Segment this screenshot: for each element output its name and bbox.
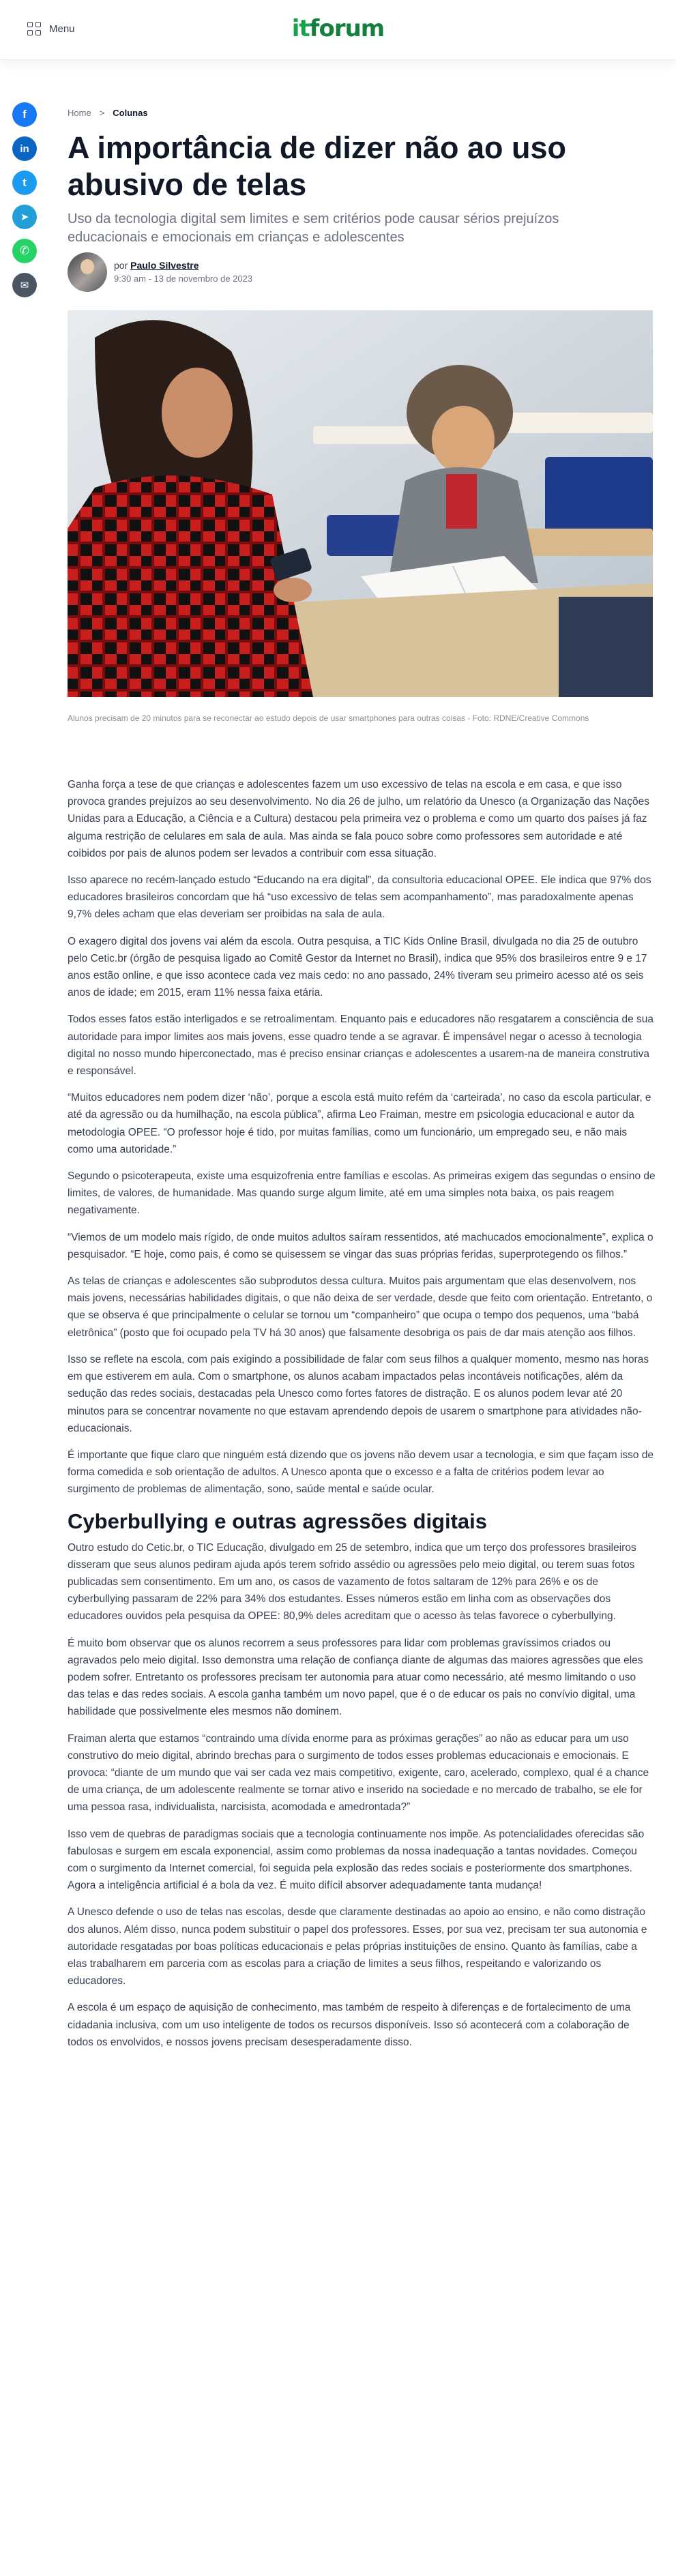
menu-label: Menu <box>49 23 75 35</box>
paragraph: O exagero digital dos jovens vai além da escola. Outra pesquisa, a TIC Kids Online Brasil, divulgada no dia 25 de outubro pelo Cetic.br (órgão de pesquisa ligado ao Comitê Gestor da Internet no Brasil), indica que 95% dos brasileiros entre 9 e 17 anos estão online, e que isso acontece cada vez mais cedo: no ano passado, 24% tiveram seu primeiro acesso até os seis anos de idade; em 2015, eram 11% nessa faixa etária. <box>68 935 647 999</box>
author-avatar <box>68 252 107 292</box>
hero-image <box>68 310 653 697</box>
paragraph: “Viemos de um modelo mais rígido, de onde muitos adultos saíram ressentidos, até machucados emocionalmente”, explica o pesquisador. “E hoje, como pais, é como se quisessem se vingar das suas próprias feridas, superprotegendo os filhos.” <box>68 1231 653 1260</box>
paragraph: Fraiman alerta que estamos “contraindo uma dívida enorme para as próximas gerações” ao não as educar para um uso construtivo do meio digital, abrindo brechas para o surgimento de todos esses problemas educacionais e emocionais. E provoca: “diante de um mundo que vai ser cada vez mais competitivo, exigente, caro, acelerado, complexo, qual é a chance de uma criança, de um adolescente realmente se tornar ativo e inserido na sociedade e no mercado de trabalho, se ele for uma pessoa rasa, individualista, narcisista, acomodada e amedrontada?” <box>68 1732 649 1813</box>
facebook-icon[interactable]: f <box>12 102 37 127</box>
breadcrumb-separator: > <box>99 108 105 118</box>
paragraph: Isso se reflete na escola, com pais exigindo a possibilidade de falar com seus filhos a qualquer momento, mesmo nas horas em que estiverem em aula. Com o smartphone, os alunos acabam impactados pelas incontáveis notificações, além da sedução das redes sociais, destacadas pela Unesco como fortes fatores de distração. E os alunos podem levar até 20 minutos para se concentrar novamente no que estavam aprendendo depois de usarem o smartphone para atividades não-educacionais. <box>68 1353 649 1434</box>
paragraph: É muito bom observar que os alunos recorrem a seus professores para lidar com problemas gravíssimos criados ou agravados pelo meio digital. Isso demonstra uma relação de confiança diante de algumas das maiores agressões que eles podem sofrer. Entretanto os professores precisam ter autonomia para atuar como necessário, até mesmo limitando o uso das telas e das redes sociais. A escola ganha também um novo papel, que é o de educar os pais no convívio digital, uma habilidade que possivelmente eles mesmos não dominem. <box>68 1637 643 1718</box>
telegram-icon[interactable]: ➤ <box>12 205 37 229</box>
menu-button[interactable] <box>27 22 75 35</box>
paragraph: A Unesco defende o uso de telas nas escolas, desde que claramente destinadas ao apoio ao ensino, e não como distração dos alunos. Além disso, nunca podem substituir o papel dos professores. Esses, por sua vez, precisam ter sua autonomia e autoridade resgatadas por boas políticas educacionais e pelas próprias instituições de ensino. Quanto às famílias, cabe a elas trabalharem em parceria com as escolas para a criação de limites a seus filhos, respeitando e valorizando os educadores. <box>68 1906 647 1987</box>
paragraph: Ganha força a tese de que crianças e adolescentes fazem um uso excessivo de telas na escola e em casa, e que isso provoca grandes prejuízos ao seu desenvolvimento. No dia 26 de julho, um relatório da Unesco (a Organização das Nações Unidas para a Educação, a Ciência e a Cultura) destacou pela primeira vez o problema e como um quarto dos países já faz alguma restrição de celulares em sala de aula. Mas ainda se fala pouco sobre como professores sem autoridade e até coibidos por pais de alunos podem ser levados a contribuir com essa situação. <box>68 779 649 859</box>
article-subtitle: Uso da tecnologia digital sem limites e sem critérios pode causar sérios prejuízos educacionais e emocionais em crianças e adolescentes <box>68 211 559 245</box>
classroom-photo <box>68 310 653 697</box>
breadcrumb <box>68 108 148 118</box>
breadcrumb-home[interactable]: Home <box>68 108 91 118</box>
paragraph: A escola é um espaço de aquisição de conhecimento, mas também de respeito à diferenças e de fortalecimento de uma cidadania inclusiva, com um uso inteligente de todos os recursos disponíveis. Isso só acontecerá com a colaboração de todos os envolvidos, e nossos jovens precisam desesperadamente disso. <box>68 2002 631 2048</box>
grid-menu-icon <box>27 22 41 35</box>
paragraph: Todos esses fatos estão interligados e se retroalimentam. Enquanto pais e educadores não resgatarem a consciência de sua autoridade para impor limites aos mais jovens, esse quadro tende a se agravar. É impensável negar o acesso à tecnologia digital no nosso mundo hiperconectado, mas é preciso ensinar crianças e adolescentes a usarem-na de maneira construtiva e responsável. <box>68 1013 654 1078</box>
site-header <box>0 0 676 60</box>
article-title: A importância de dizer não ao uso abusivo de telas <box>68 130 566 202</box>
paragraph: Segundo o psicoterapeuta, existe uma esquizofrenia entre famílias e escolas. As primeiras exigem das segundas o ensino de limites, de valores, de humanidade. Mas quando surge algum limite, até em uma simples nota baixa, os pais reagem negativamente. <box>68 1170 656 1217</box>
whatsapp-icon[interactable]: ✆ <box>12 239 37 263</box>
breadcrumb-current[interactable]: Colunas <box>113 108 148 118</box>
paragraph: Outro estudo do Cetic.br, o TIC Educação, divulgado em 25 de setembro, indica que um terço dos professores brasileiros disseram que seus alunos pediram ajuda após terem sofrido assédio ou agressões pelo meio digital, ou terem suas fotos publicadas sem consentimento. Em um ano, os casos de vazamento de fotos saltaram de 12% para 26% e os de cyberbullying passaram de 22% para 34% dos estudantes. Esses números estão em linha com as observações dos educadores ouvidos pela pesquisa da OPEE: 80,9% deles acreditam que o acesso às telas favorece o cyberbullying. <box>68 1541 636 1623</box>
email-icon[interactable]: ✉ <box>12 273 37 297</box>
paragraph: “Muitos educadores nem podem dizer ‘não’, porque a escola está muito refém da ‘carteirada’, no caso da escola particular, e até da agressão ou da humilhação, na escola pública”, afirma Leo Fraiman, mestre em psicologia educacional e autor da metodologia OPEE. “O professor hoje é tido, por muitas famílias, como um funcionário, um empregado seu, e não mais como uma autoridade.” <box>68 1092 651 1155</box>
linkedin-icon[interactable]: in <box>12 136 37 161</box>
publish-date: 9:30 am - 13 de novembro de 2023 <box>114 273 253 284</box>
paragraph: As telas de crianças e adolescentes são subprodutos dessa cultura. Muitos pais argumentam que elas desenvolvem, nos mais jovens, necessárias habilidades digitais, o que não deixa de ser verdade, desde que feito com orientação. Entretanto, o que se observa é que principalmente o celular se tornou um “companheiro” que ocupa o tempo dos pequenos, uma “babá eletrônica” (posto que foi ocupado pela TV há 30 anos) que falsamente desobriga os pais de dar mais atenção aos filhos. <box>68 1275 653 1339</box>
social-share-bar <box>12 102 37 297</box>
site-logo[interactable]: itforum <box>291 15 385 42</box>
paragraph: É importante que fique claro que ninguém está dizendo que os jovens não devem usar a tecnologia, e sim que façam isso de forma comedida e sob orientação de adultos. A Unesco aponta que o excesso e a falta de critérios podem levar ao surgimento de problemas de alimentação, sono, saúde mental e saúde ocular. <box>68 1449 654 1496</box>
section-heading: Cyberbullying e outras agressões digitais <box>68 1509 488 1533</box>
paragraph: Isso vem de quebras de paradigmas sociais que a tecnologia continuamente nos impõe. As potencialidades oferecidas são fabulosas e surgem em escala exponencial, assim como problemas da nossa inadequação a tantas novidades. Começou com o surgimento da Internet comercial, foi seguida pela explosão das redes sociais e posteriormente dos smartphones. Agora a inteligência artificial é a bola da vez. É muito difícil absorver adequadamente tanta mudança! <box>68 1828 645 1892</box>
image-caption: Alunos precisam de 20 minutos para se reconectar ao estudo depois de usar smartphones para outras coisas - Foto: RDNE/Creative Commons <box>68 713 589 723</box>
paragraph: Isso aparece no recém-lançado estudo “Educando na era digital”, da consultoria educacional OPEE. Ele indica que 97% dos educadores brasileiros concordam que há “uso excessivo de telas sem acompanhamento”, mas paradoxalmente apenas 9,7% deles acham que elas deveriam ser proibidas na sala de aula. <box>68 874 651 921</box>
author-link[interactable]: Paulo Silvestre <box>130 260 199 271</box>
twitter-icon[interactable]: t <box>12 171 37 195</box>
byline <box>68 252 252 292</box>
byline-prefix: por <box>114 260 128 271</box>
article-body <box>68 776 656 2060</box>
